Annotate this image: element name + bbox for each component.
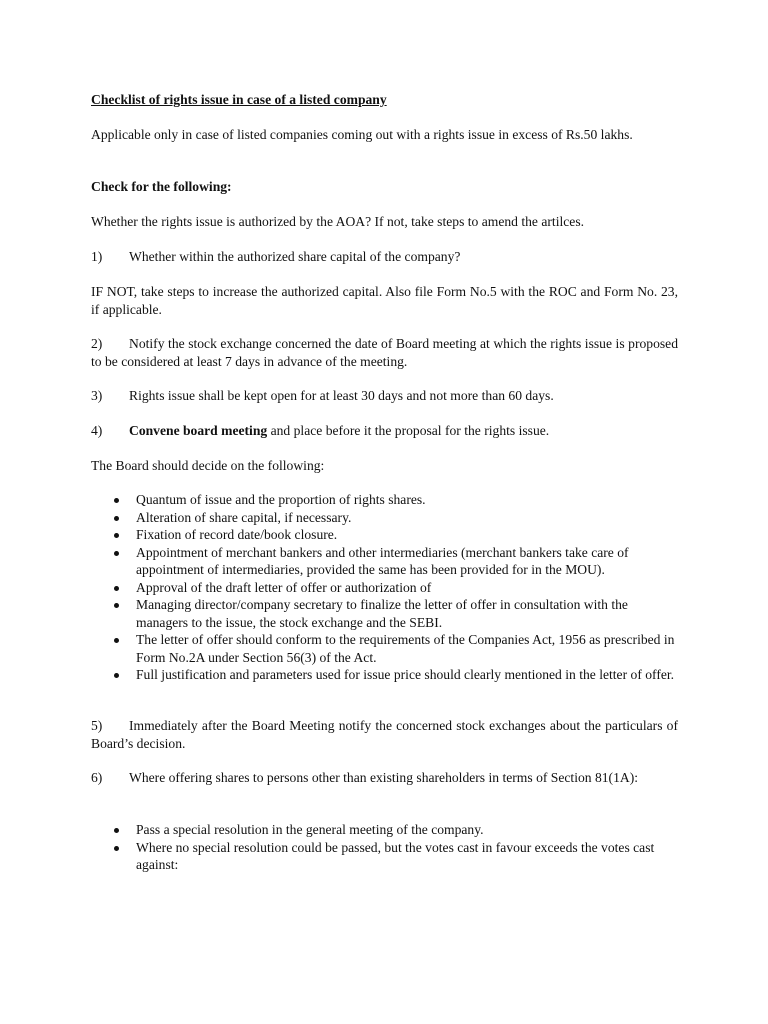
list-item: Quantum of issue and the proportion of rights shares. — [112, 491, 678, 509]
list-item: Approval of the draft letter of offer or authorization of — [112, 579, 678, 597]
item-text: Notify the stock exchange concerned the date of Board meeting at which the rights issue is proposed to be considered at least 7 days in advance of the meeting. — [91, 336, 678, 369]
item-1 — [91, 248, 678, 266]
item-number: 3) — [91, 388, 103, 403]
item-number: 2) — [91, 336, 103, 351]
item-text: Rights issue shall be kept open for at least 30 days and not more than 60 days. — [129, 388, 554, 403]
list-item: Fixation of record date/book closure. — [112, 526, 678, 544]
item-text: Whether within the authorized share capital of the company? — [129, 249, 461, 264]
special-resolution-list — [112, 821, 678, 874]
item-6 — [91, 769, 678, 787]
item-number: 6) — [91, 770, 103, 785]
list-item: Pass a special resolution in the general meeting of the company. — [112, 821, 678, 839]
item-3 — [91, 387, 678, 405]
item-2 — [91, 335, 678, 370]
list-item: Managing director/company secretary to finalize the letter of offer in consultation with the managers to the issue, the stock exchange and the SEBI. — [112, 596, 678, 631]
check-heading: Check for the following: — [91, 179, 232, 194]
bullet-icon — [114, 498, 119, 503]
bullet-icon — [114, 533, 119, 538]
item-5 — [91, 717, 678, 752]
board-decision-list — [112, 491, 678, 684]
item-4 — [91, 422, 678, 440]
board-decide-paragraph: The Board should decide on the following: — [91, 458, 325, 473]
list-item: Appointment of merchant bankers and other intermediaries (merchant bankers take care of appointment of intermediaries, provided the same has been provided for in the MOU). — [112, 544, 678, 579]
bullet-icon — [114, 846, 119, 851]
if-not-paragraph: IF NOT, take steps to increase the authorized capital. Also file Form No.5 with the ROC and Form No. 23, if applicable. — [91, 284, 678, 317]
item-text: and place before it the proposal for the rights issue. — [267, 423, 550, 438]
bullet-icon — [114, 603, 119, 608]
document-title: Checklist of rights issue in case of a listed company — [91, 92, 387, 107]
bullet-icon — [114, 828, 119, 833]
list-item: Where no special resolution could be passed, but the votes cast in favour exceeds the votes cast against: — [112, 839, 678, 874]
aoa-paragraph: Whether the rights issue is authorized by the AOA? If not, take steps to amend the artilces. — [91, 214, 585, 229]
item-text: Immediately after the Board Meeting notify the concerned stock exchanges about the particulars of Board’s decision. — [91, 718, 678, 751]
item-number: 1) — [91, 249, 103, 264]
bullet-icon — [114, 586, 119, 591]
bullet-icon — [114, 551, 119, 556]
list-item: The letter of offer should conform to the requirements of the Companies Act, 1956 as prescribed in Form No.2A under Section 56(3) of the Act. — [112, 631, 678, 666]
item-text: Where offering shares to persons other than existing shareholders in terms of Section 81(1A): — [129, 770, 639, 785]
intro-paragraph: Applicable only in case of listed companies coming out with a rights issue in excess of Rs.50 lakhs. — [91, 127, 633, 142]
bullet-icon — [114, 516, 119, 521]
bullet-icon — [114, 673, 119, 678]
item-number: 4) — [91, 423, 103, 438]
item-bold-text: Convene board meeting — [129, 423, 268, 438]
bullet-icon — [114, 638, 119, 643]
list-item: Full justification and parameters used for issue price should clearly mentioned in the letter of offer. — [112, 666, 678, 684]
list-item: Alteration of share capital, if necessary. — [112, 509, 678, 527]
item-number: 5) — [91, 718, 103, 733]
